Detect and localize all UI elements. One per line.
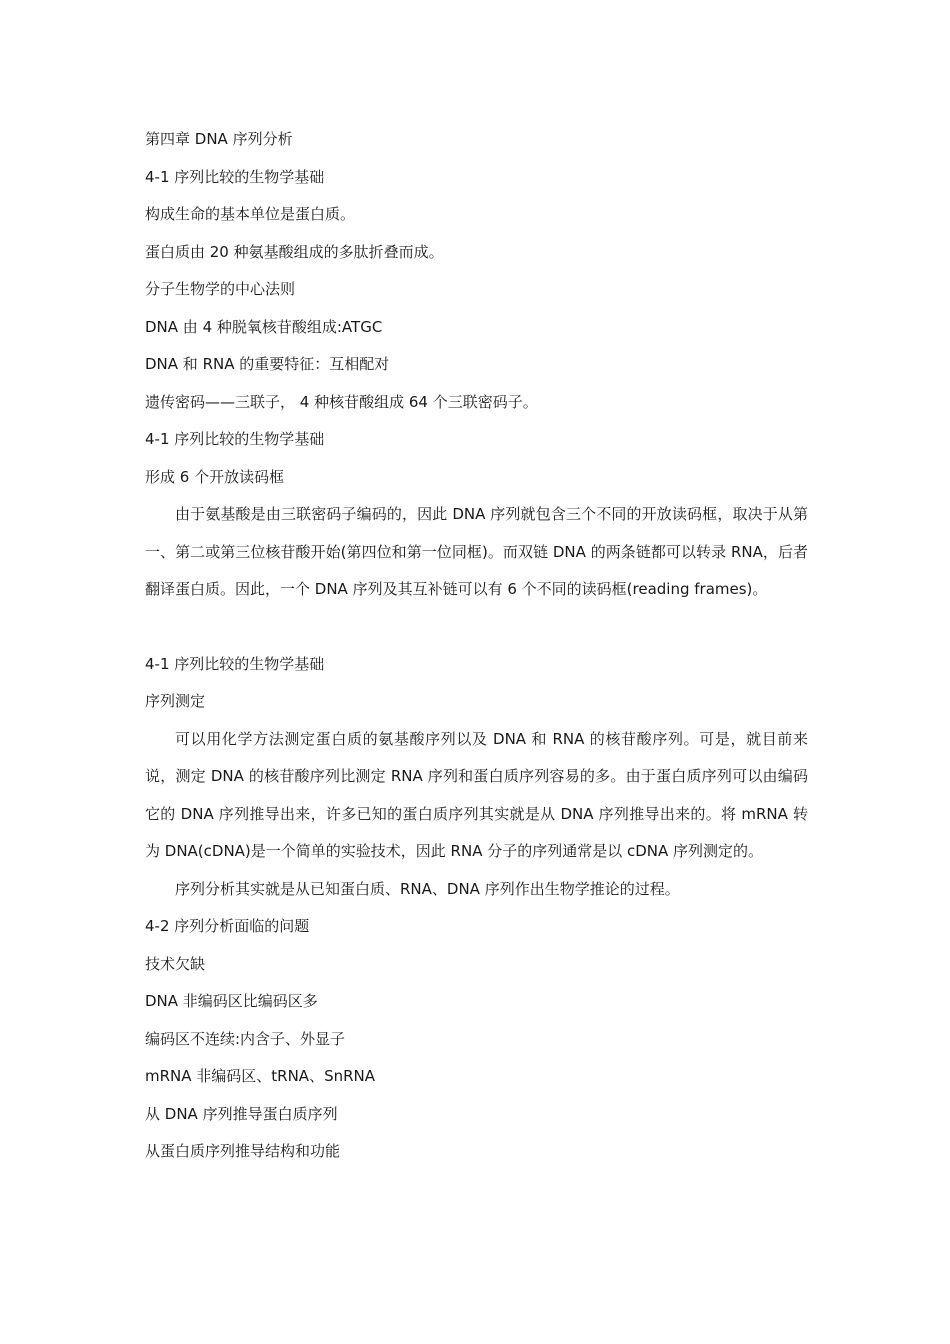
text-line: 技术欠缺: [145, 954, 206, 973]
section-heading: 4-1 序列比较的生物学基础: [145, 654, 325, 673]
text-line: mRNA 非编码区、tRNA、SnRNA: [145, 1067, 376, 1085]
paragraph-sequence-analysis: 序列分析其实就是从已知蛋白质、RNA、DNA 序列作出生物学推论的过程。: [175, 879, 680, 898]
text-line: DNA 和 RNA 的重要特征：互相配对: [145, 355, 390, 373]
text-line: 构成生命的基本单位是蛋白质。: [145, 205, 356, 223]
subheading: 形成 6 个开放读码框: [145, 467, 285, 486]
paragraph-reading-frames: 由于氨基酸是由三联密码子编码的，因此 DNA 序列就包含三个不同的开放读码框，取决于从第一、第二或第三位核苷酸开始(第四位和第一位同框)。而双链 DNA 的两条链都可以转录 RNA，后者翻译蛋白质。因此，一个 DNA 序列及其互补链可以有 6 个不同的读码框(reading frames)。: [145, 505, 808, 598]
text-line: 遗传密码——三联子， 4 种核苷酸组成 64 个三联密码子。: [145, 392, 538, 411]
text-line: 分子生物学的中心法则: [145, 280, 296, 298]
section-heading: 4-2 序列分析面临的问题: [145, 917, 310, 935]
section-heading: 4-1 序列比较的生物学基础: [145, 430, 325, 448]
text-line: 编码区不连续:内含子、外显子: [145, 1029, 346, 1048]
section-heading: 4-1 序列比较的生物学基础: [145, 167, 325, 186]
blank-line: [145, 609, 808, 646]
text-line: DNA 非编码区比编码区多: [145, 992, 318, 1010]
document-body: [145, 121, 808, 1171]
subheading: 序列测定: [145, 692, 206, 710]
text-line: 从蛋白质序列推导结构和功能: [145, 1142, 341, 1160]
paragraph-sequencing: 可以用化学方法测定蛋白质的氨基酸序列以及 DNA 和 RNA 的核苷酸序列。可是，就目前来说，测定 DNA 的核苷酸序列比测定 RNA 序列和蛋白质序列容易的多。由于蛋白质序列可以由编码它的 DNA 序列推导出来，许多已知的蛋白质序列其实就是从 DNA 序列推导出来的。将 mRNA 转为 DNA(cDNA)是一个简单的实验技术，因此 RNA 分子的序列通常是以 cDNA 序列测定的。: [145, 729, 808, 860]
text-line: DNA 由 4 种脱氧核苷酸组成:ATGC: [145, 317, 383, 336]
text-line: 从 DNA 序列推导蛋白质序列: [145, 1104, 338, 1123]
chapter-title: 第四章 DNA 序列分析: [145, 130, 293, 148]
text-line: 蛋白质由 20 种氨基酸组成的多肽折叠而成。: [145, 242, 444, 261]
